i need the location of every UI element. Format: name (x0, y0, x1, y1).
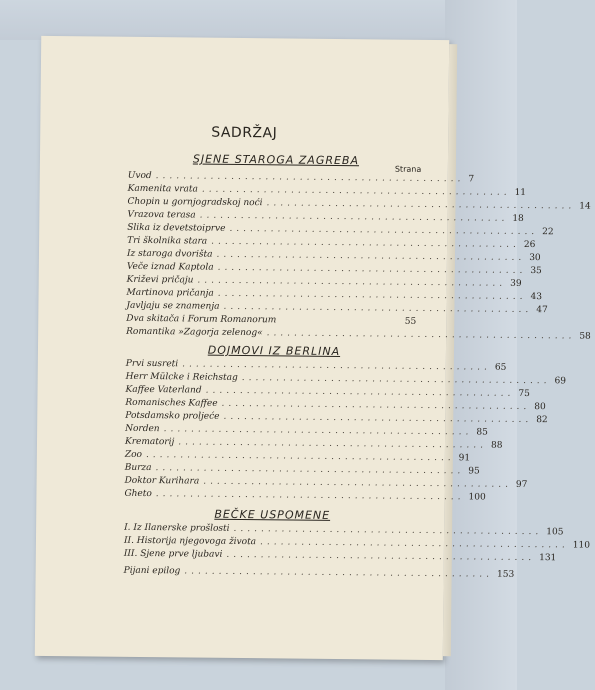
leader-dots: ............................................. (217, 262, 527, 276)
entry-title: Kaffee Vaterland (125, 384, 202, 396)
toc-entry (123, 548, 557, 565)
leader-dots: ............................................. (145, 450, 455, 464)
entry-page: 65 (494, 362, 507, 373)
leader-dots: ............................................. (205, 385, 515, 399)
entry-title: Iz staroga dvorišta (126, 248, 213, 260)
entry-title: Potsdamsko proljeće (125, 410, 220, 422)
leader-dots: ............................................. (182, 359, 491, 373)
leader-dots: ............................................. (217, 288, 527, 302)
entry-page: 153 (496, 569, 515, 580)
book-page (35, 36, 591, 660)
section-heading-dojmovi: DOJMOVI IZ BERLINA (207, 343, 341, 359)
leader-dots: ............................................. (223, 411, 533, 426)
leader-dots: ............................................. (201, 184, 511, 198)
entry-page: 18 (512, 213, 524, 224)
entry-page: 14 (579, 201, 591, 212)
entry-page: 47 (536, 305, 548, 316)
leader-dots: ............................................. (221, 398, 531, 413)
entry-page: 58 (579, 331, 591, 342)
entry-page: 91 (458, 453, 471, 464)
entry-title: Gheto (124, 488, 152, 500)
leader-dots: ............................................. (241, 373, 551, 387)
leader-dots: ............................................. (163, 424, 473, 438)
entry-page: 88 (490, 440, 503, 451)
entry-title: Dva skitača i Forum Romanorum (126, 313, 277, 326)
toc-entry (124, 488, 486, 505)
section-heading-sjene: SJENE STAROGA ZAGREBA (192, 152, 360, 168)
leader-dots: ............................................. (211, 236, 520, 250)
entry-title: Slika iz devetstoiprve (127, 222, 226, 234)
strana-label: Strana (394, 164, 422, 174)
leader-dots: ............................................. (266, 198, 576, 212)
entry-title: Burza (124, 462, 152, 474)
entry-page: 22 (542, 227, 554, 238)
entry-title: Javljaju se znamenja (126, 300, 220, 312)
entry-page: 80 (534, 402, 546, 413)
entry-page: 7 (468, 174, 475, 185)
entry-title: Uvod (127, 170, 152, 182)
leader-dots: ............................................. (233, 523, 543, 538)
entry-page: 43 (530, 292, 543, 303)
leader-dots: ............................................. (223, 301, 533, 316)
entry-title: Martinova pričanja (126, 287, 214, 299)
entry-page: 110 (572, 540, 591, 551)
entry-title: Krematorij (124, 436, 175, 448)
entry-page: 105 (546, 527, 564, 538)
backdrop-top (0, 0, 517, 40)
entry-title: I. Iz Ilanerske prošlosti (124, 522, 230, 534)
entry-title: Vrazova terasa (127, 209, 196, 221)
leader-dots: ............................................. (197, 275, 507, 289)
entry-page: 95 (468, 466, 480, 477)
entry-title: Križevi pričaju (126, 274, 194, 286)
entry-title: Doktor Kurihara (124, 475, 200, 487)
entry-title: Romantika »Zagorja zelenog« (126, 326, 263, 339)
entry-page: 35 (530, 266, 542, 277)
entry-page: 55 (404, 316, 417, 327)
entry-page: 85 (476, 427, 488, 438)
entry-page: 39 (510, 278, 522, 289)
leader-dots: ............................................. (199, 210, 509, 224)
entry-title: Pijani epilog (123, 565, 181, 577)
entry-title: Herr Mülcke i Reichstag (125, 371, 238, 383)
entry-title: Kamenita vrata (127, 183, 198, 195)
entry-page: 30 (529, 253, 541, 264)
entry-title: Prvi susreti (125, 358, 179, 370)
leader-dots: ............................................. (155, 171, 465, 185)
leader-dots: ............................................. (184, 566, 494, 580)
section-heading-becke: BEČKE USPOMENE (214, 507, 331, 522)
entry-title: Norden (125, 423, 160, 435)
entry-title: Chopin u gornjogradskoj noći (127, 196, 263, 209)
entry-title: III. Sjene prve ljubavi (123, 548, 223, 560)
leader-dots: ............................................. (155, 463, 465, 477)
leader-dots: ............................................. (203, 476, 513, 490)
entry-title: Zoo (124, 449, 143, 460)
leader-dots (280, 322, 390, 323)
entry-page: 100 (468, 492, 486, 503)
entry-title: Romanisches Kaffee (125, 397, 218, 409)
entry-page: 26 (523, 239, 536, 251)
leader-dots: ............................................. (178, 437, 488, 451)
toc-entry (126, 326, 591, 343)
entry-page: 97 (515, 479, 528, 490)
entry-page: 131 (539, 553, 557, 564)
leader-dots: ............................................. (266, 328, 576, 342)
toc-entry-epilogue (123, 565, 515, 582)
entry-page: 82 (536, 415, 548, 426)
entry-page: 11 (514, 187, 527, 198)
entry-title: Veče iznad Kaptola (126, 261, 214, 273)
leader-dots: ............................................. (260, 537, 569, 551)
leader-dots: ............................................. (226, 549, 536, 564)
entry-title: Tri školnika stara (127, 235, 208, 247)
entry-page: 75 (518, 388, 530, 400)
leader-dots: ............................................. (229, 223, 539, 238)
entry-page: 69 (554, 376, 567, 387)
leader-dots: ............................................. (155, 489, 465, 503)
leader-dots: ............................................. (216, 249, 526, 263)
page-title: SADRŽAJ (211, 124, 278, 142)
entry-title: II. Historija njegovoga života (123, 535, 257, 548)
